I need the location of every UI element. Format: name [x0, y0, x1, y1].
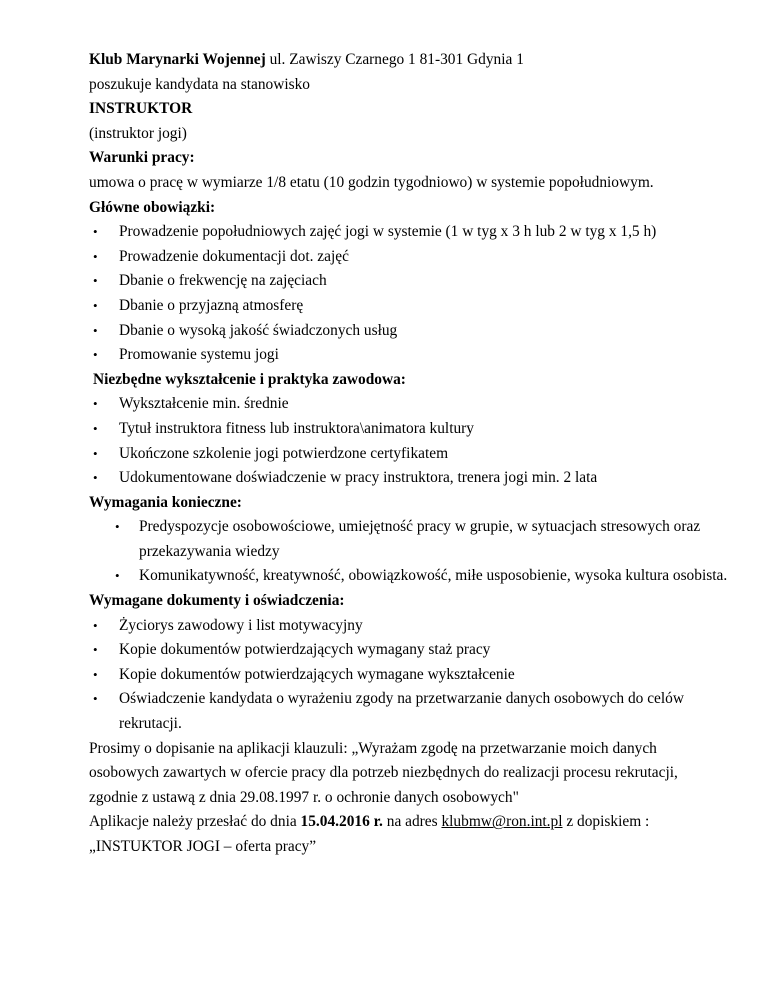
requirements-heading: Wymagania konieczne: [89, 493, 242, 511]
bullet-icon: • [93, 396, 98, 412]
list-item: • Kopie dokumentów potwierdzających wymagany staż pracy [89, 638, 729, 663]
documents-list [89, 614, 729, 737]
bullet-icon: • [93, 691, 98, 707]
deadline-date: 15.04.2016 r. [300, 813, 383, 831]
list-item: • Ukończone szkolenie jogi potwierdzone certyfikatem [89, 442, 729, 467]
bullet-icon: • [93, 420, 98, 436]
position-detail: (instruktor jogi) [89, 124, 187, 142]
duties-list [89, 220, 729, 368]
bullet-icon: • [93, 666, 98, 682]
position-title: INSTRUKTOR [89, 100, 193, 118]
list-item: • Życiorys zawodowy i list motywacyjny [89, 614, 729, 639]
list-item: • Udokumentowane doświadczenie w pracy instruktora, trenera jogi min. 2 lata [89, 466, 729, 491]
requirements-list [89, 515, 729, 589]
org-name: Klub Marynarki Wojennej [89, 51, 266, 68]
email-link[interactable]: klubmw@ron.int.pl [441, 813, 563, 831]
job-offer-document [89, 48, 729, 860]
list-item: • Dbanie o przyjazną atmosferę [89, 294, 729, 319]
bullet-icon: • [93, 445, 98, 461]
bullet-icon: • [93, 642, 98, 658]
education-heading: Niezbędne wykształcenie i praktyka zawodowa: [93, 370, 406, 388]
bullet-icon: • [93, 470, 98, 486]
list-item: • Predyspozycje osobowościowe, umiejętność pracy w grupie, w sytuacjach stresowych oraz przekazywania wiedzy [89, 515, 729, 564]
list-item: • Komunikatywność, kreatywność, obowiązkowość, miłe usposobienie, wysoka kultura osobista. [89, 564, 729, 589]
bullet-icon: • [93, 297, 98, 313]
list-item: • Dbanie o wysoką jakość świadczonych usług [89, 319, 729, 344]
bullet-icon: • [115, 568, 120, 584]
bullet-icon: • [93, 347, 98, 363]
list-item: • Oświadczenie kandydata o wyrażeniu zgody na przetwarzanie danych osobowych do celów rekrutacji. [89, 687, 729, 736]
bullet-icon: • [93, 617, 98, 633]
list-item: • Tytuł instruktora fitness lub instruktora\animatora kultury [89, 417, 729, 442]
list-item: • Promowanie systemu jogi [89, 343, 729, 368]
bullet-icon: • [93, 273, 98, 289]
consent-clause: Prosimy o dopisanie na aplikacji klauzuli: „Wyrażam zgodę na przetwarzanie moich danych osobowych zawartych w ofercie pracy dla potrzeb niezbędnych do realizacji procesu rekrutacji, zgodnie z ustawą z dnia 29.08.1997 r. o ochronie danych osobowych" [89, 739, 678, 806]
duties-heading: Główne obowiązki: [89, 198, 216, 216]
list-item: • Kopie dokumentów potwierdzających wymagane wykształcenie [89, 663, 729, 688]
list-item: • Dbanie o frekwencję na zajęciach [89, 269, 729, 294]
conditions-text: umowa o pracę w wymiarze 1/8 etatu (10 godzin tygodniowo) w systemie popołudniowym. [89, 173, 654, 191]
application-subject: „INSTUKTOR JOGI – oferta pracy” [89, 838, 317, 855]
documents-heading: Wymagane dokumenty i oświadczenia: [89, 592, 345, 610]
application-line: Aplikacje należy przesłać do dnia 15.04.2016 r. na adres klubmw@ron.int.pl z dopiskiem : [89, 813, 650, 831]
intro-text: poszukuje kandydata na stanowisko [89, 75, 310, 93]
bullet-icon: • [115, 519, 120, 535]
org-address: ul. Zawiszy Czarnego 1 81-301 Gdynia 1 [265, 51, 524, 68]
list-item: • Prowadzenie dokumentacji dot. zajęć [89, 245, 729, 270]
education-list [89, 392, 729, 490]
list-item: • Wykształcenie min. średnie [89, 392, 729, 417]
bullet-icon: • [93, 322, 98, 338]
header-line [89, 48, 729, 73]
conditions-heading: Warunki pracy: [89, 149, 195, 167]
list-item: • Prowadzenie popołudniowych zajęć jogi w systemie (1 w tyg x 3 h lub 2 w tyg x 1,5 h) [89, 220, 729, 245]
bullet-icon: • [93, 248, 98, 264]
bullet-icon: • [93, 224, 98, 240]
